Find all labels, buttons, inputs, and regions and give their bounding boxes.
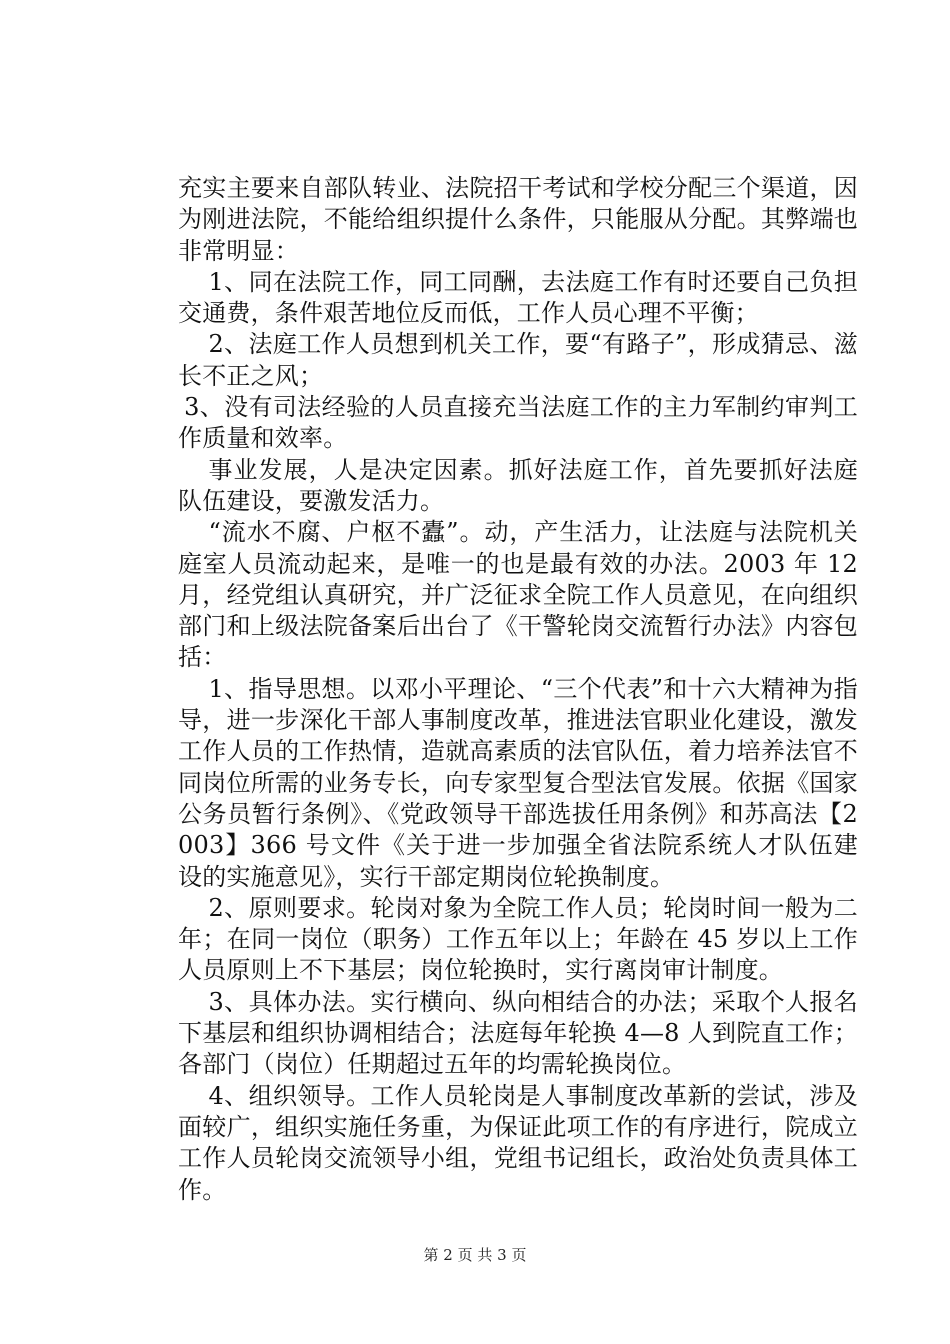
page-number-footer: 第 2 页 共 3 页 [423,1246,527,1264]
paragraph-rotation-policy: “流水不腐、户枢不蠹”。动，产生活力，让法庭与法院机关庭室人员流动起来，是唯一的也是最有效的办法。2003 年 12 月，经党组认真研究，并广泛征求全院工作人员意见，在向组织部门和上级法院备案后出台了《干警轮岗交流暂行办法》内容包括： [178,518,858,672]
paragraph-development: 事业发展，人是决定因素。抓好法庭工作，首先要抓好法庭队伍建设，要激发活力。 [178,455,858,515]
paragraph-intro: 充实主要来自部队转业、法院招干考试和学校分配三个渠道，因为刚进法院，不能给组织提什么条件，只能服从分配。其弊端也非常明显： [178,174,858,265]
paragraph-leadership: 4、组织领导。工作人员轮岗是人事制度改革新的尝试，涉及面较广，组织实施任务重，为保证此项工作的有序进行，院成立工作人员轮岗交流领导小组，党组书记组长，政治处负责具体工作。 [178,1081,858,1204]
paragraph-principles: 2、原则要求。轮岗对象为全院工作人员；轮岗时间一般为二年；在同一岗位（职务）工作五年以上；年龄在 45 岁以上工作人员原则上不下基层；岗位轮换时，实行离岗审计制度。 [178,893,858,985]
paragraph-guiding-ideology: 1、指导思想。以邓小平理论、“三个代表”和十六大精神为指导，进一步深化干部人事制度改革，推进法官职业化建设，激发工作人员的工作热情，造就高素质的法官队伍，着力培养法官不同岗位所需的业务专长，向专家型复合型法官发展。依据《国家公务员暂行条例》、《党政领导干部选拔任用条例》和苏高法【2003】366 号文件《关于进一步加强全省法院系统人才队伍建设的实施意见》，实行干部定期岗位轮换制度。 [178,674,858,891]
paragraph-drawback-1: 1、同在法院工作，同工同酬，去法庭工作有时还要自己负担交通费，条件艰苦地位反而低，工作人员心理不平衡； [178,267,858,328]
paragraph-drawback-3: 3、没有司法经验的人员直接充当法庭工作的主力军制约审判工作质量和效率。 [178,393,858,453]
document-body [178,173,858,1206]
paragraph-drawback-2: 2、法庭工作人员想到机关工作，要“有路子”，形成猜忌、滋长不正之风； [178,330,858,390]
paragraph-methods: 3、具体办法。实行横向、纵向相结合的办法；采取个人报名下基层和组织协调相结合；法庭每年轮换 4—8 人到院直工作；各部门（岗位）任期超过五年的均需轮换岗位。 [178,987,858,1079]
